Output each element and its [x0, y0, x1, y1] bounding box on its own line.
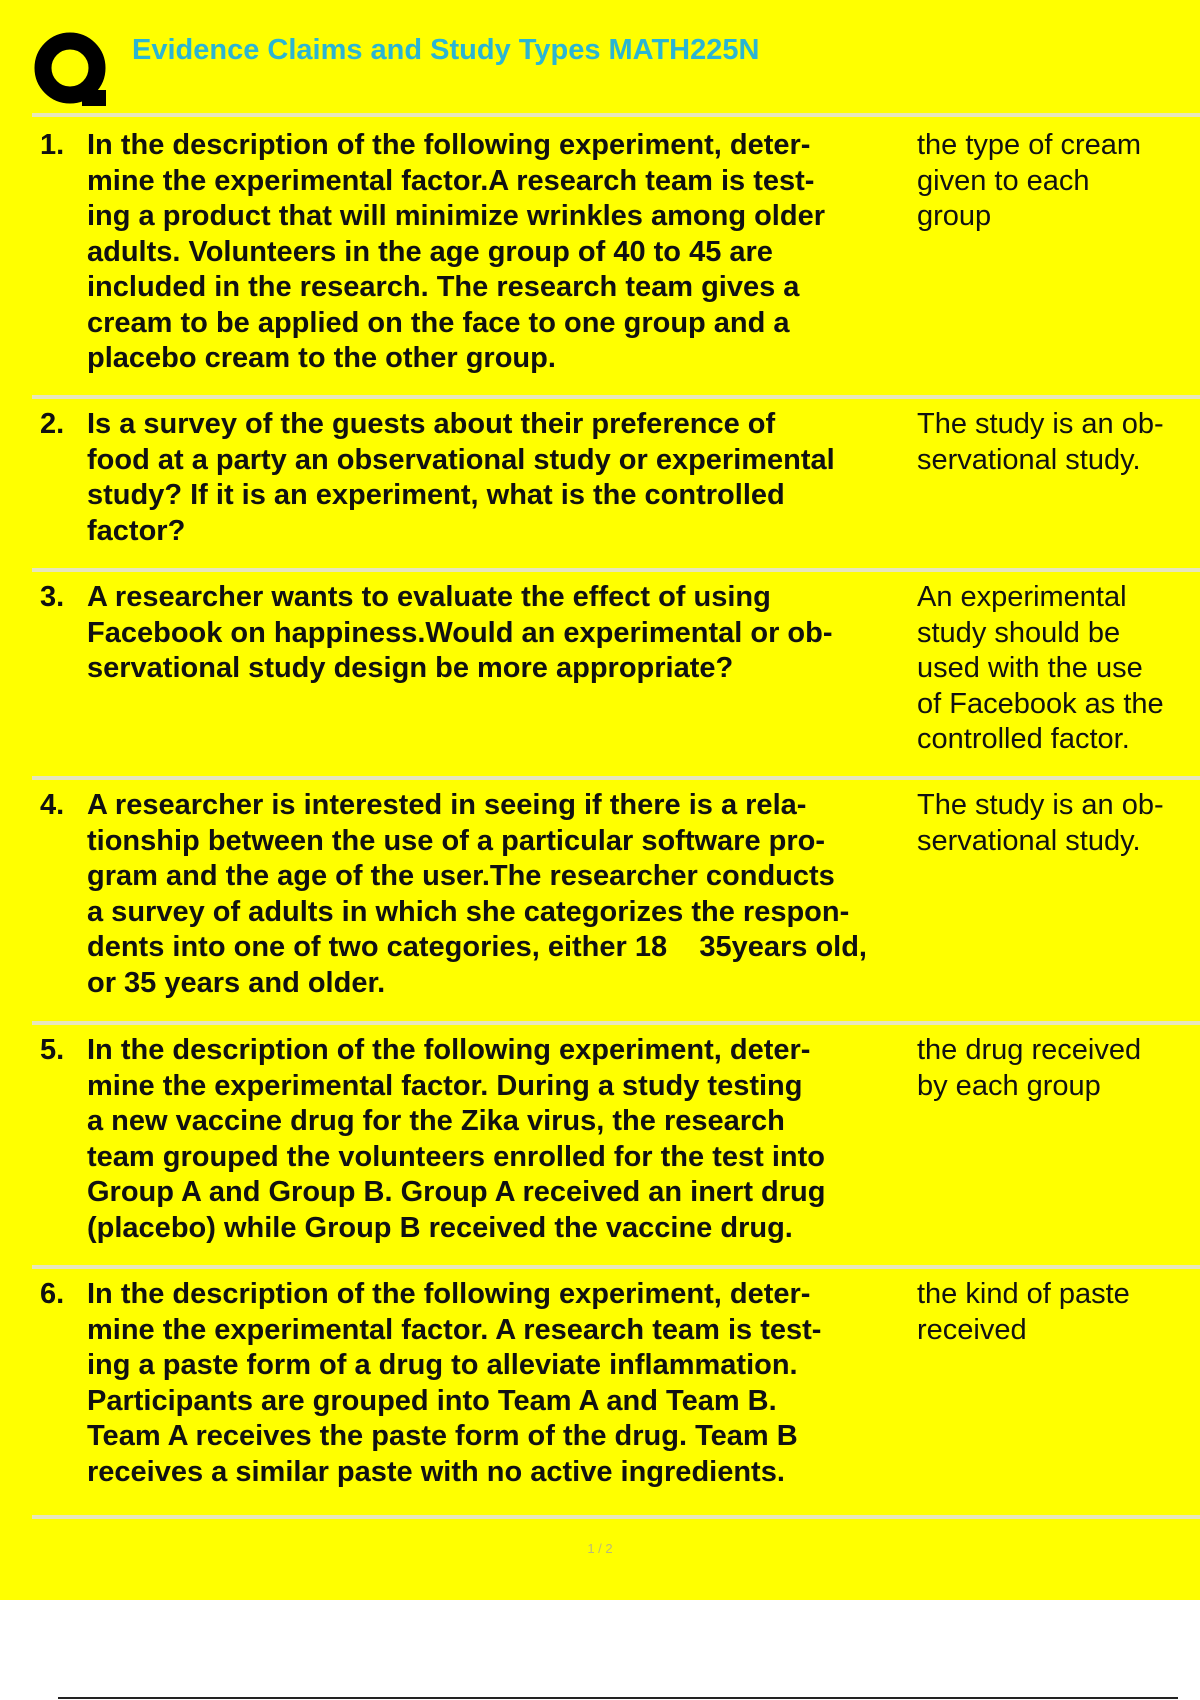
divider: [32, 776, 1200, 780]
question-text: In the description of the following experiment, deter- mine the experimental factor. A research team is test- ing a paste form of a drug to alleviate inflammation. Participants are grouped into Team A and Team B. Team A receives the paste form of the drug. Team B receives a similar paste with no active ingredients.: [87, 1278, 822, 1488]
question-text: Is a survey of the guests about their preference of food at a party an observational study or experimental study? If it is an experiment, what is the controlled factor?: [87, 408, 835, 547]
question-text: A researcher wants to evaluate the effect of using Facebook on happiness.Would an experimental or ob- servational study design be more appropriate?: [87, 581, 833, 684]
answer-text: the type of cream given to each group: [917, 129, 1142, 232]
divider: [32, 1265, 1200, 1269]
question-text: In the description of the following experiment, deter- mine the experimental factor.A research team is test- ing a product that will minimize wrinkles among older adults. Volunteers in the age group of 40 to 45 are included in the research. The research team gives a cream to be applied on the face to one group and a placebo cream to the other group.: [87, 129, 825, 374]
answer-text: the drug received by each group: [917, 1034, 1142, 1102]
divider: [32, 1021, 1200, 1025]
question-text: In the description of the following experiment, deter- mine the experimental factor. During a study testing a new vaccine drug for the Zika virus, the research team grouped the volunteers enrolled for the test into Group A and Group B. Group A received an inert drug (placebo) while Group B received the vaccine drug.: [87, 1034, 826, 1244]
answer-text: the kind of paste received: [917, 1278, 1130, 1346]
question-text: A researcher is interested in seeing if there is a rela- tionship between the use of a particular software pro- gram and the age of the user.The researcher conducts a survey of adults in which she categorizes the respon- dents into one of two categories, either 18 35years old, or 35 years and older.: [87, 789, 867, 999]
document-title: Evidence Claims and Study Types MATH225N: [132, 34, 760, 66]
item-number: 1.: [40, 129, 65, 161]
divider: [32, 113, 1200, 117]
divider: [32, 395, 1200, 399]
item-number: 6.: [40, 1278, 65, 1310]
item-number: 4.: [40, 789, 65, 821]
page-indicator: 1 / 2: [587, 1541, 613, 1556]
divider: [32, 1515, 1200, 1519]
answer-text: The study is an ob- servational study.: [917, 789, 1164, 857]
q-logo-icon: [30, 28, 114, 112]
item-number: 2.: [40, 408, 65, 440]
answer-text: The study is an ob- servational study.: [917, 408, 1164, 476]
item-number: 5.: [40, 1034, 65, 1066]
item-number: 3.: [40, 581, 65, 613]
answer-text: An experimental study should be used with the use of Facebook as the controlled factor.: [917, 581, 1164, 755]
divider: [32, 568, 1200, 572]
bottom-divider: [58, 1697, 1178, 1699]
